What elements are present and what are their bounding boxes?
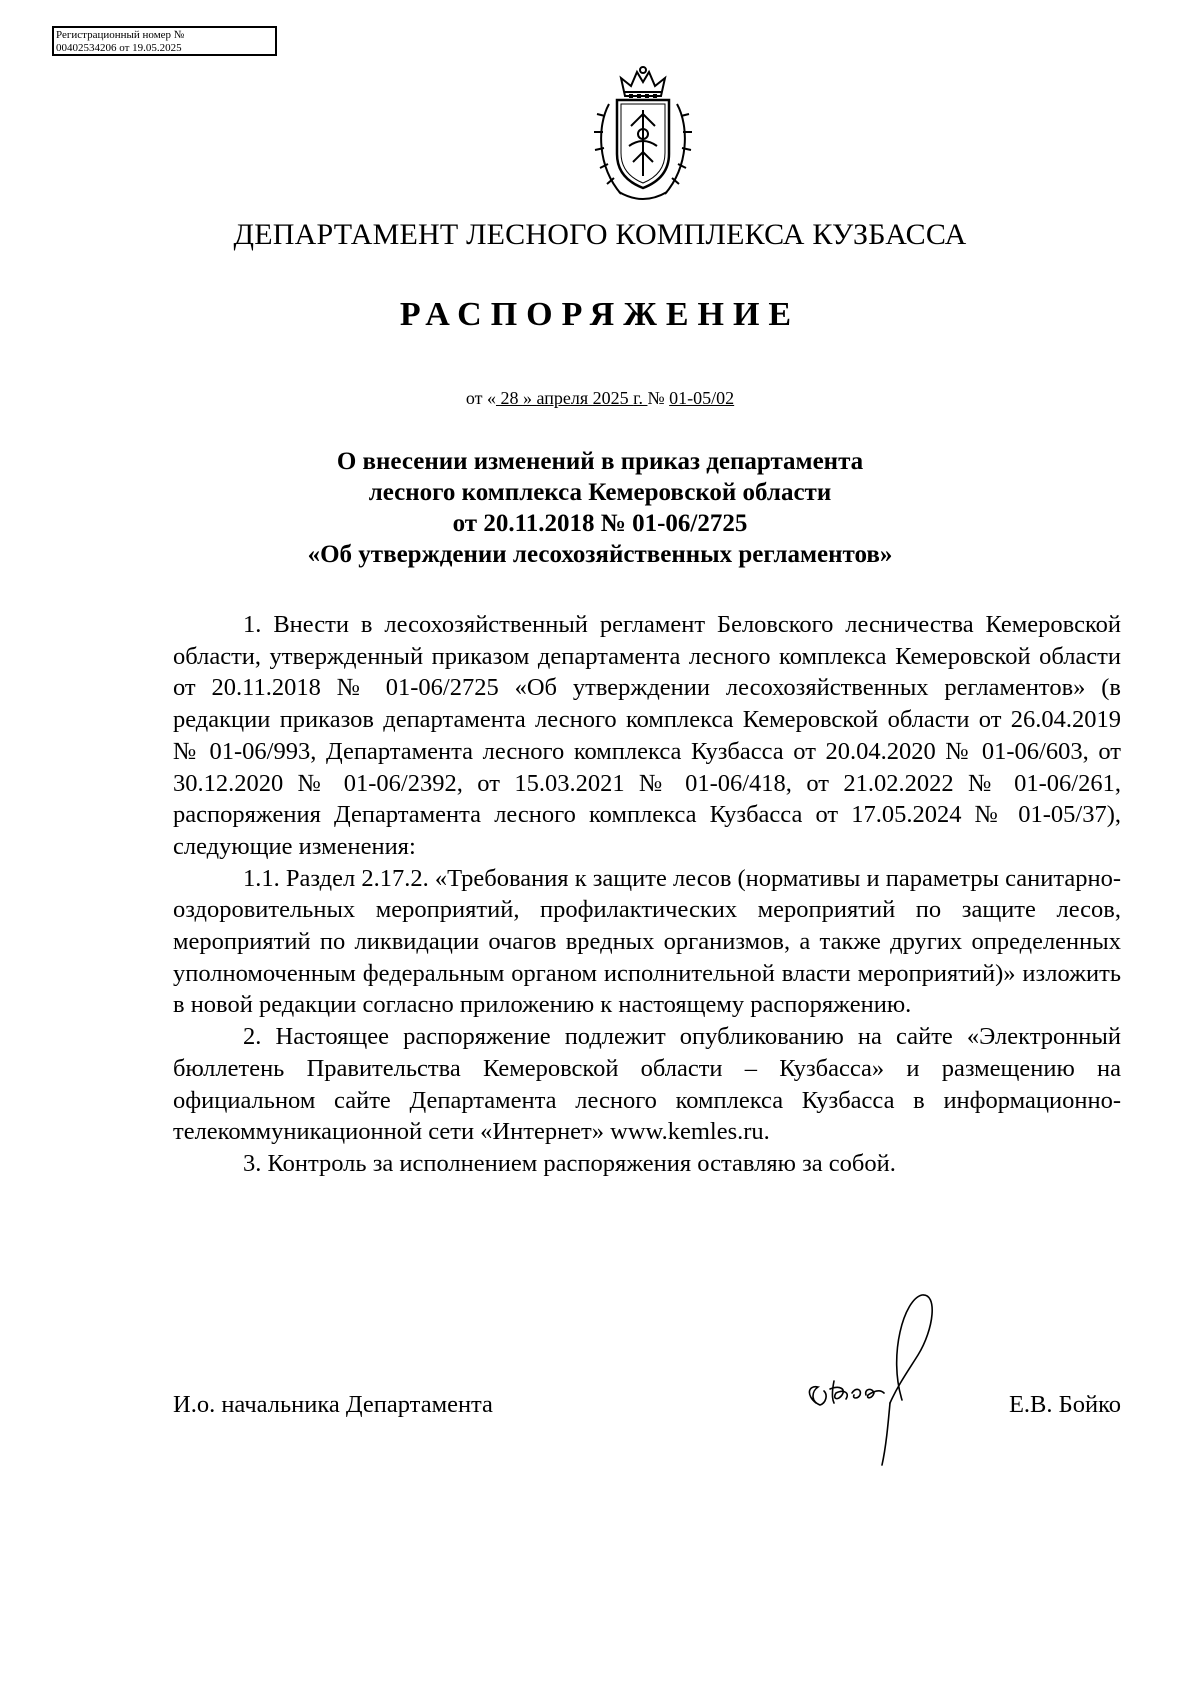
date-day: 28: [495, 388, 523, 408]
subject-line-4: «Об утверждении лесохозяйственных регламентов»: [307, 541, 893, 568]
document-number: 01-05/02: [669, 388, 735, 408]
registration-line-2: 00402534206 от 19.05.2025: [56, 42, 182, 54]
document-subject: [0, 446, 1200, 570]
document-type: РАСПОРЯЖЕНИЕ: [399, 296, 801, 333]
paragraph-2: 2. Настоящее распоряжение подлежит опубликованию на сайте «Электронный бюллетень Правительства Кемеровской области – Кузбасса» и размещению на официальном сайте Департамента лесного комплекса Кузбасса в информационно-телекоммуникационной сети «Интернет» www.kemles.ru.: [173, 1023, 1121, 1146]
signatory-title: И.о. начальника Департамента: [173, 1391, 493, 1418]
date-prefix: от «: [465, 388, 496, 408]
date-year-suffix: г.: [633, 388, 648, 408]
date-month-year: апреля 2025: [536, 388, 634, 408]
department-name: ДЕПАРТАМЕНТ ЛЕСНОГО КОМПЛЕКСА КУЗБАССА: [233, 218, 967, 251]
paragraph-1-1: 1.1. Раздел 2.17.2. «Требования к защите лесов (нормативы и параметры санитарно-оздоровительных мероприятий, профилактических мероприятий по защите лесов, мероприятий по ликвидации очагов вредных организмов, а также других определенных уполномоченным федеральным органом исполнительной власти мероприятий)» изложить в новой редакции согласно приложению к настоящему распоряжению.: [173, 864, 1121, 1019]
registration-line-1: Регистрационный номер №: [56, 29, 185, 41]
signatory-name: Е.В. Бойко: [1008, 1391, 1121, 1418]
number-prefix: №: [647, 388, 670, 408]
subject-line-2: лесного комплекса Кемеровской области: [368, 479, 832, 506]
subject-line-1: О внесении изменений в приказ департамента: [336, 448, 864, 475]
coat-of-arms-icon: [591, 66, 695, 205]
document-body: [173, 609, 1121, 1180]
handwritten-signature: [792, 1285, 992, 1485]
registration-stamp: [52, 26, 277, 56]
paragraph-3: 3. Контроль за исполнением распоряжения оставляю за собой.: [243, 1149, 896, 1177]
document-date-line: [0, 388, 1200, 409]
subject-line-3: от 20.11.2018 № 01-06/2725: [452, 510, 748, 537]
paragraph-1: 1. Внести в лесохозяйственный регламент Беловского лесничества Кемеровской области, утвержденный приказом департамента лесного комплекса Кемеровской области от 20.11.2018 № 01-06/2725 «Об утверждении лесохозяйственных регламентов» (в редакции приказов департамента лесного комплекса Кемеровской области от 26.04.2019 № 01-06/993, Департамента лесного комплекса Кузбасса от 20.04.2020 № 01-06/603, от 30.12.2020 № 01-06/2392, от 15.03.2021 № 01-06/418, от 21.02.2022 № 01-06/261, распоряжения Департамента лесного комплекса Кузбасса от 17.05.2024 № 01-05/37), следующие изменения:: [173, 611, 1121, 860]
date-mid: »: [522, 388, 537, 408]
